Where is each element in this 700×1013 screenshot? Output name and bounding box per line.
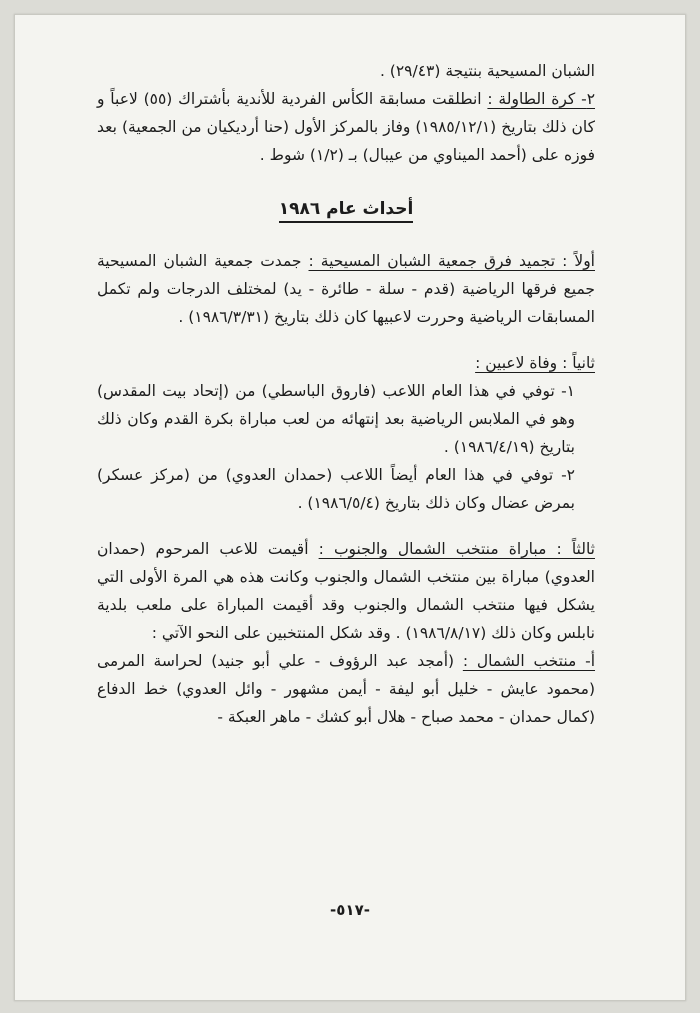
death-item-2: ٢- توفي في هذا العام أيضاً اللاعب (حمدان العدوي) من (مركز عسكر) بمرض عضال وكان ذلك بتاريخ (١٩٨٦/٥/٤) . [97,466,575,512]
heading-text: أحداث عام ١٩٨٦ [279,199,414,223]
table-tennis-label: ٢- كرة الطاولة : [487,90,596,108]
north-team-text: (أمجد عبد الرؤوف - علي أبو جنيد) لحراسة المرمى (محمود عايش - خليل أبو ليفة - أيمن مشهور - وائل العدوي) خط الدفاع (كمال حمدان - محمد صباح - هلال أبو كشك - ماهر العبكة - [97,652,595,726]
section-second-label: ثانياً : وفاة لاعبين : [475,354,595,372]
section-third-paragraph [97,535,595,647]
page-number: -٥١٧- [330,901,370,919]
section-third-text: أقيمت للاعب المرحوم (حمدان العدوي) مباراة بين منتخب الشمال والجنوب وكانت هذه هي المرة الأولى التي يشكل فيها منتخب الشمال والجنوب وقد أقيمت المباراة على ملعب بلدية نابلس وكان ذلك (١٩٨٦/٨/١٧) . وقد شكل المنتخبين على النحو الآتي : [97,540,595,642]
document-page [14,14,686,1001]
death-item-1: ١- توفي في هذا العام اللاعب (فاروق الباسطي) من (إتحاد بيت المقدس) وهو في الملابس الرياضية بعد إنتهائه من لعب مباراة بكرة القدم وكان ذلك بتاريخ (١٩٨٦/٤/١٩) . [97,382,575,456]
section-heading [97,195,595,223]
north-team-paragraph [97,647,595,731]
north-team-label: أ- منتخب الشمال : [462,652,596,670]
table-tennis-text: انطلقت مسابقة الكأس الفردية للأندية بأشتراك (٥٥) لاعباً و كان ذلك بتاريخ (١٩٨٥/١٢/١) وفاز بالمركز الأول (حنا أرديكيان من الجمعية) بعد فوزه على (أحمد الميناوي من عيبال) بـ (١/٢) شوط . [97,90,595,164]
section-first-label: أولاً : تجميد فرق جمعية الشبان المسيحية : [308,252,595,270]
continued-line: الشبان المسيحية بنتيجة (٢٩/٤٣) . [379,62,595,80]
section-first-paragraph [97,247,595,331]
section-first-text: جمدت جمعية الشبان المسيحية جميع فرقها الرياضية (قدم - سلة - طائرة - يد) لمختلف الدرجات ولم تكمل المسابقات الرياضية وحررت لاعبيها كان ذلك بتاريخ (١٩٨٦/٣/٣١) . [97,252,595,326]
section-third-label: ثالثاً : مباراة منتخب الشمال والجنوب : [318,540,595,558]
page-body [97,57,595,731]
table-tennis-paragraph [97,85,595,169]
